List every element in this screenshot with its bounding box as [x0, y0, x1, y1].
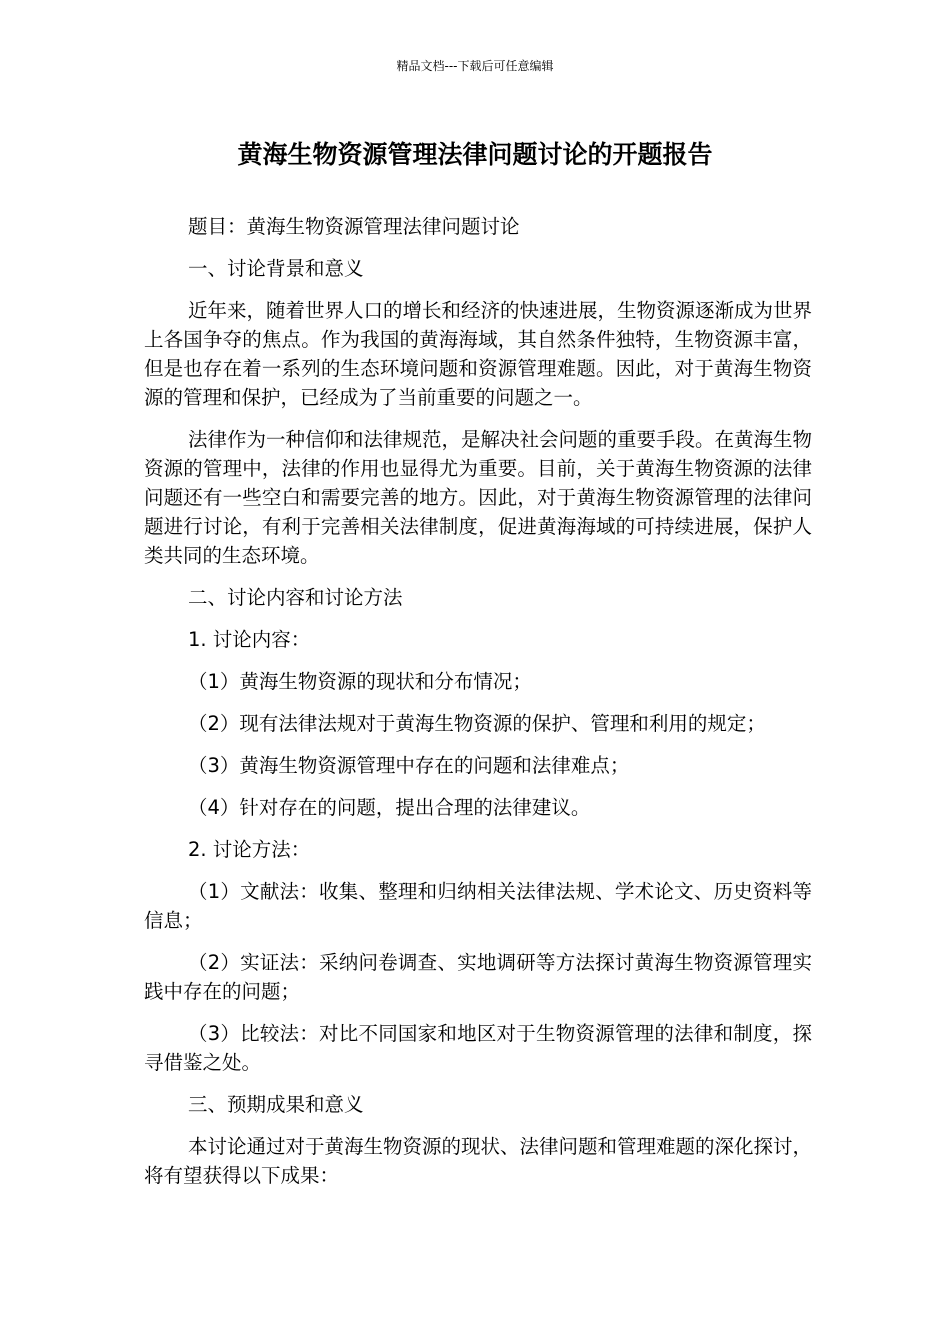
- method-item-3: （3）比较法：对比不同国家和地区对于生物资源管理的法律和制度，探寻借鉴之处。: [144, 1022, 812, 1074]
- document-title: 黄海生物资源管理法律问题讨论的开题报告: [237, 140, 713, 169]
- section-3-heading: 三、预期成果和意义: [188, 1093, 364, 1116]
- section-3-paragraph-1: 本讨论通过对于黄海生物资源的现状、法律问题和管理难题的深化探讨，将有望获得以下成果：: [144, 1135, 813, 1187]
- method-item-2: （2）实证法：采纳问卷调查、实地调研等方法探讨黄海生物资源管理实践中存在的问题；: [144, 951, 812, 1003]
- content-item-3: （3）黄海生物资源管理中存在的问题和法律难点；: [188, 754, 630, 777]
- section-1-heading: 一、讨论背景和意义: [188, 257, 364, 280]
- section-1-paragraph-2: 法律作为一种信仰和法律规范，是解决社会问题的重要手段。在黄海生物资源的管理中，法律的作用也显得尤为重要。目前，关于黄海生物资源的法律问题还有一些空白和需要完善的地方。因此，对于黄海生物资源管理的法律问题进行讨论，有利于完善相关法律制度，促进黄海海域的可持续进展，保护人类共同的生态环境。: [144, 428, 813, 567]
- document-body: [144, 212, 812, 1190]
- section-2-heading: 二、讨论内容和讨论方法: [188, 586, 403, 609]
- topic-line: 题目：黄海生物资源管理法律问题讨论: [188, 215, 520, 238]
- content-item-2: （2）现有法律法规对于黄海生物资源的保护、管理和利用的规定；: [188, 712, 766, 735]
- page-header-note: 精品文档---下载后可任意编辑: [396, 59, 554, 73]
- content-subheading: 1. 讨论内容：: [188, 628, 311, 651]
- method-subheading: 2. 讨论方法：: [188, 838, 311, 861]
- section-1-paragraph-1: 近年来，随着世界人口的增长和经济的快速进展，生物资源逐渐成为世界上各国争夺的焦点。作为我国的黄海海域，其自然条件独特，生物资源丰富，但是也存在着一系列的生态环境问题和资源管理难题。因此，对于黄海生物资源的管理和保护，已经成为了当前重要的问题之一。: [144, 299, 813, 409]
- method-item-1: （1）文献法：收集、整理和归纳相关法律法规、学术论文、历史资料等信息；: [144, 880, 812, 932]
- content-item-1: （1）黄海生物资源的现状和分布情况；: [188, 670, 532, 693]
- content-item-4: （4）针对存在的问题，提出合理的法律建议。: [188, 796, 591, 819]
